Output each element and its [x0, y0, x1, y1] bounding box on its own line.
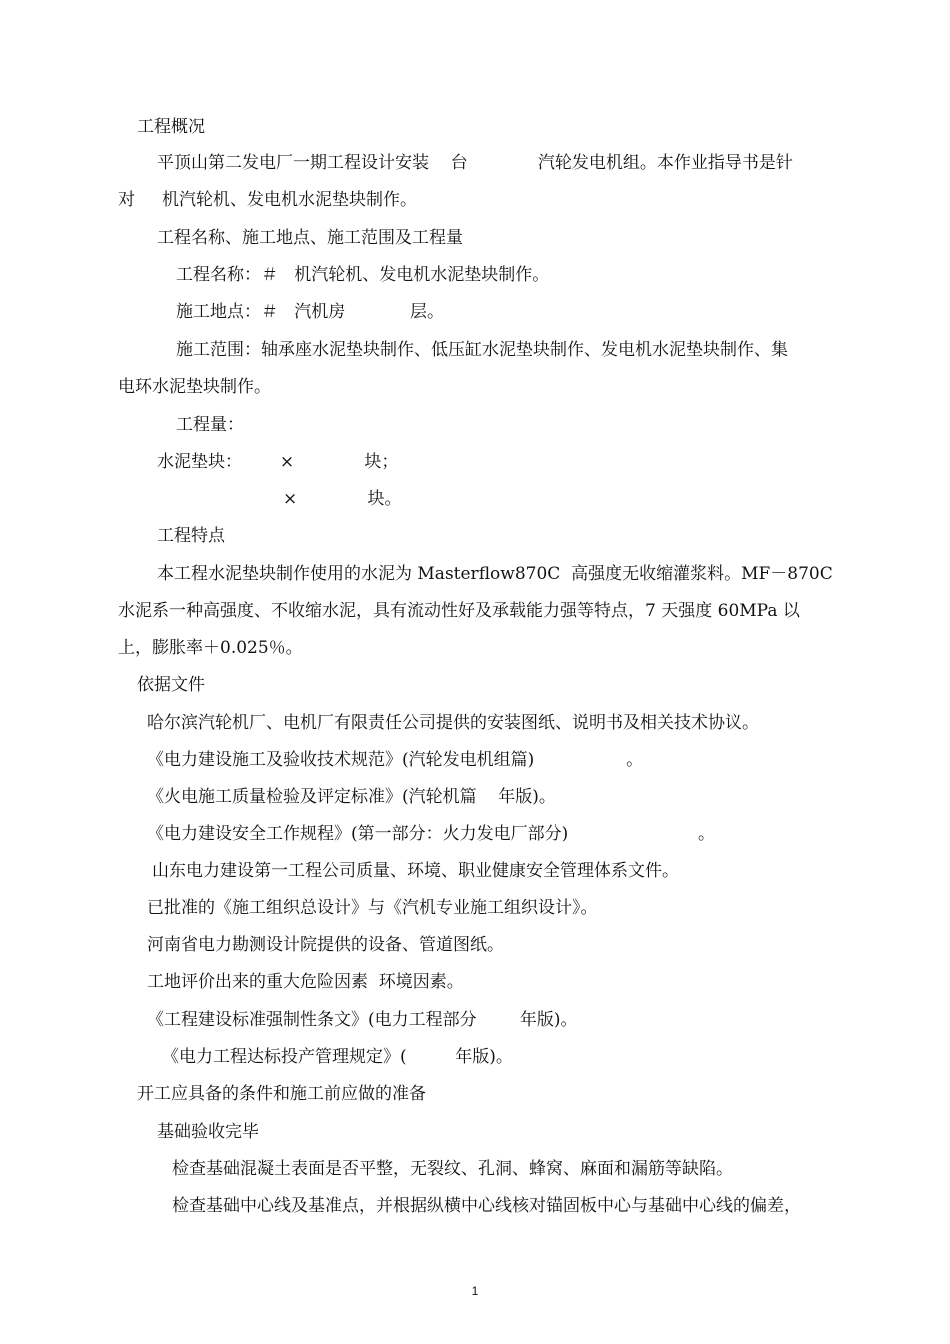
heading-project-overview: 工程概况 [137, 117, 205, 137]
page-number: 1 [471, 1284, 479, 1298]
paragraph-line: 施工范围：轴承座水泥垫块制作、低压缸水泥垫块制作、发电机水泥垫块制作、集 [176, 340, 788, 360]
paragraph-line: 工程名称：＃ 机汽轮机、发电机水泥垫块制作。 [176, 265, 550, 285]
reference-item: 《电力建设施工及验收技术规范》(汽轮发电机组篇) 。 [147, 750, 644, 770]
paragraph-line: 工程量： [176, 415, 244, 435]
reference-item: 《电力建设安全工作规程》(第一部分：火力发电厂部分) 。 [147, 824, 715, 844]
paragraph-line: 检查基础混凝土表面是否平整，无裂纹、孔洞、蜂窝、麻面和漏筋等缺陷。 [172, 1159, 733, 1179]
reference-item: 哈尔滨汽轮机厂、电机厂有限责任公司提供的安装图纸、说明书及相关技术协议。 [147, 713, 759, 733]
reference-item: 已批准的《施工组织总设计》与《汽机专业施工组织设计》。 [147, 898, 598, 918]
reference-item: 工地评价出来的重大危险因素 环境因素。 [147, 972, 464, 992]
heading-project-features: 工程特点 [157, 526, 225, 546]
paragraph-line: 电环水泥垫块制作。 [118, 377, 271, 397]
reference-item: 《电力工程达标投产管理规定》( 年版)。 [162, 1047, 513, 1067]
paragraph-line: 平顶山第二发电厂一期工程设计安装 台 汽轮发电机组。本作业指导书是针 [157, 153, 793, 173]
heading-reference-documents: 依据文件 [137, 675, 205, 695]
paragraph-line: 对 机汽轮机、发电机水泥垫块制作。 [118, 190, 418, 210]
heading-foundation-acceptance: 基础验收完毕 [157, 1122, 259, 1142]
heading-preconditions: 开工应具备的条件和施工前应做的准备 [137, 1084, 426, 1104]
paragraph-line: 检查基础中心线及基准点，并根据纵横中心线核对锚固板中心与基础中心线的偏差， [172, 1196, 801, 1216]
reference-item: 《工程建设标准强制性条文》(电力工程部分 年版)。 [147, 1010, 578, 1030]
paragraph-line: 施工地点：＃ 汽机房 层。 [176, 302, 445, 322]
paragraph-line: × 块。 [283, 489, 402, 509]
paragraph-line: 水泥垫块： × 块； [157, 452, 399, 472]
reference-item: 山东电力建设第一工程公司质量、环境、职业健康安全管理体系文件。 [152, 861, 679, 881]
reference-item: 河南省电力勘测设计院提供的设备、管道图纸。 [147, 935, 504, 955]
paragraph-line: 本工程水泥垫块制作使用的水泥为 Masterflow870C 高强度无收缩灌浆料。MF－870C [157, 564, 833, 584]
heading-project-scope: 工程名称、施工地点、施工范围及工程量 [157, 228, 463, 248]
paragraph-line: 上，膨胀率＋0.025％。 [118, 638, 303, 658]
paragraph-line: 水泥系一种高强度、不收缩水泥，具有流动性好及承载能力强等特点，7 天强度 60MPa 以 [118, 601, 800, 621]
reference-item: 《火电施工质量检验及评定标准》(汽轮机篇 年版)。 [147, 787, 556, 807]
